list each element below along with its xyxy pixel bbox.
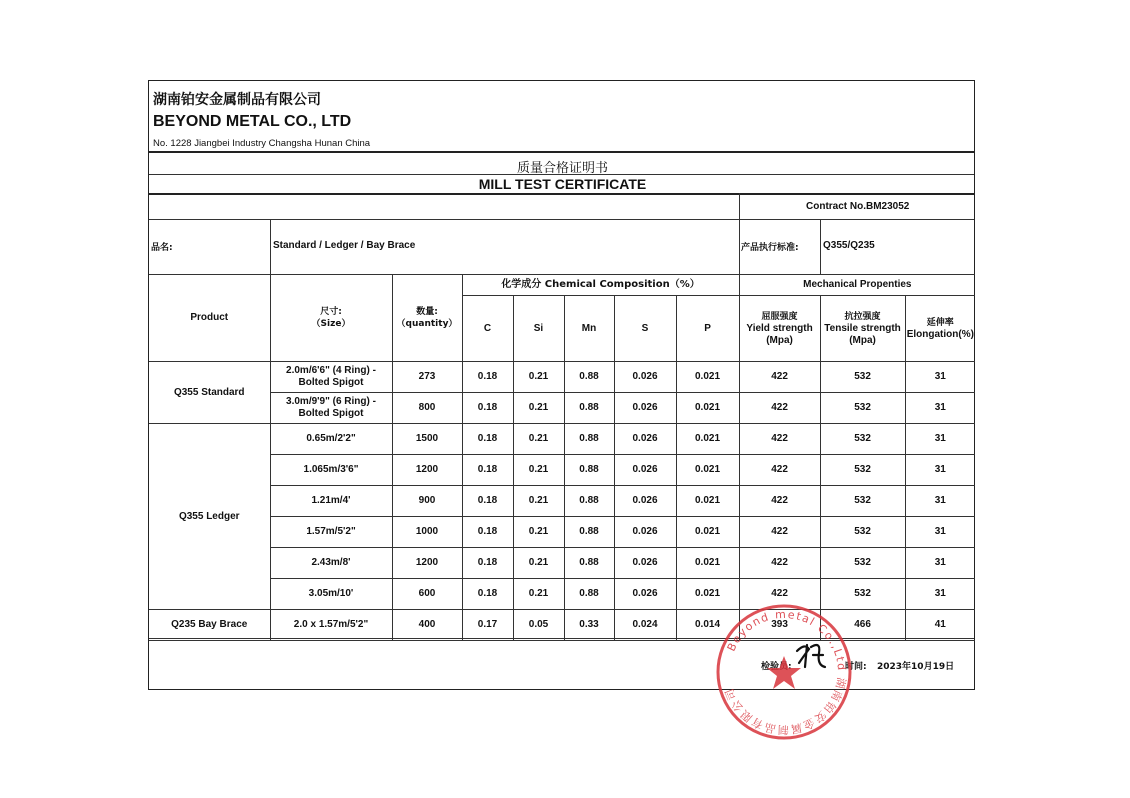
inspector-label: 检验员: bbox=[761, 662, 792, 672]
size-cell bbox=[270, 362, 392, 393]
tensile-cell: 466 bbox=[820, 610, 905, 641]
header-mechanical-properties: Mechanical Propenties bbox=[739, 275, 975, 296]
s-cell: 0.026 bbox=[614, 548, 676, 579]
test-results-table bbox=[149, 274, 975, 641]
yield-cell: 393 bbox=[739, 610, 820, 641]
product-name-value: Standard / Ledger / Bay Brace bbox=[273, 240, 416, 251]
divider bbox=[820, 219, 821, 274]
quantity-cell: 273 bbox=[392, 362, 462, 393]
mn-cell: 0.88 bbox=[564, 455, 614, 486]
tensile-cell: 532 bbox=[820, 517, 905, 548]
size-line: 2.0m/6'6" (4 Ring) - bbox=[286, 365, 376, 376]
company-address: No. 1228 Jiangbei Industry Changsha Hunan China bbox=[153, 138, 371, 149]
tensile-cell: 532 bbox=[820, 455, 905, 486]
header-yield: 屈服强度 Yield strength (Mpa) bbox=[739, 296, 820, 362]
tensile-cell: 532 bbox=[820, 548, 905, 579]
s-cell: 0.026 bbox=[614, 517, 676, 548]
size-cell bbox=[270, 455, 392, 486]
si-cell: 0.21 bbox=[513, 548, 564, 579]
yield-cell: 422 bbox=[739, 362, 820, 393]
c-cell: 0.18 bbox=[462, 579, 513, 610]
size-cell bbox=[270, 548, 392, 579]
header-c: C bbox=[462, 296, 513, 362]
c-cell: 0.18 bbox=[462, 548, 513, 579]
s-cell: 0.026 bbox=[614, 455, 676, 486]
size-line: Bolted Spigot bbox=[298, 377, 364, 388]
table-header-row bbox=[149, 275, 975, 296]
tensile-cell: 532 bbox=[820, 424, 905, 455]
mn-cell: 0.88 bbox=[564, 424, 614, 455]
p-cell: 0.021 bbox=[676, 424, 739, 455]
c-cell: 0.17 bbox=[462, 610, 513, 641]
size-line: Bolted Spigot bbox=[298, 408, 364, 419]
quantity-cell: 900 bbox=[392, 486, 462, 517]
table-row bbox=[149, 517, 975, 548]
size-line: 3.05m/10' bbox=[308, 588, 354, 599]
product-name-label: 品名: bbox=[151, 243, 173, 253]
header-elongation: 延伸率 Elongation(%) bbox=[905, 296, 975, 362]
product-cell: Q235 Bay Brace bbox=[149, 610, 270, 641]
header-p: P bbox=[676, 296, 739, 362]
elong-cell: 31 bbox=[905, 424, 975, 455]
header-quantity: 数量: （quantity） bbox=[392, 275, 462, 362]
date-label: 时间: bbox=[845, 662, 867, 672]
elong-cell: 31 bbox=[905, 362, 975, 393]
c-cell: 0.18 bbox=[462, 424, 513, 455]
c-cell: 0.18 bbox=[462, 486, 513, 517]
elong-cell: 41 bbox=[905, 610, 975, 641]
mn-cell: 0.33 bbox=[564, 610, 614, 641]
yield-cell: 422 bbox=[739, 424, 820, 455]
si-cell: 0.21 bbox=[513, 486, 564, 517]
c-cell: 0.18 bbox=[462, 393, 513, 424]
table-row bbox=[149, 362, 975, 393]
tensile-cell: 532 bbox=[820, 362, 905, 393]
certificate-title-cn: 质量合格证明书 bbox=[516, 161, 608, 176]
size-cell bbox=[270, 579, 392, 610]
quantity-cell: 400 bbox=[392, 610, 462, 641]
table-row bbox=[149, 393, 975, 424]
company-name-cn: 湖南铂安金属制品有限公司 bbox=[153, 92, 321, 108]
divider bbox=[739, 219, 740, 274]
standard-value: Q355/Q235 bbox=[823, 240, 875, 251]
contract-number: Contract No.BM23052 bbox=[806, 201, 910, 212]
si-cell: 0.21 bbox=[513, 455, 564, 486]
quantity-cell: 1200 bbox=[392, 455, 462, 486]
p-cell: 0.014 bbox=[676, 610, 739, 641]
size-cell bbox=[270, 517, 392, 548]
c-cell: 0.18 bbox=[462, 362, 513, 393]
product-cell: Q355 Ledger bbox=[149, 424, 270, 610]
company-seal-stamp bbox=[714, 602, 854, 742]
size-line: 0.65m/2'2" bbox=[306, 433, 356, 444]
p-cell: 0.021 bbox=[676, 517, 739, 548]
si-cell: 0.21 bbox=[513, 424, 564, 455]
table-row bbox=[149, 486, 975, 517]
divider bbox=[149, 151, 974, 153]
certificate-sheet bbox=[148, 80, 975, 690]
size-cell bbox=[270, 610, 392, 641]
size-cell bbox=[270, 393, 392, 424]
elong-cell: 31 bbox=[905, 455, 975, 486]
header-mn: Mn bbox=[564, 296, 614, 362]
c-cell: 0.18 bbox=[462, 455, 513, 486]
stamp-text: Beyond metal Co.,Ltd 湖南铂安金属制品有限公司 bbox=[722, 607, 849, 737]
size-cell bbox=[270, 424, 392, 455]
mn-cell: 0.88 bbox=[564, 393, 614, 424]
product-cell: Q355 Standard bbox=[149, 362, 270, 424]
yield-cell: 422 bbox=[739, 486, 820, 517]
company-name-en: BEYOND METAL CO., LTD bbox=[153, 113, 352, 130]
yield-cell: 422 bbox=[739, 517, 820, 548]
p-cell: 0.021 bbox=[676, 393, 739, 424]
s-cell: 0.026 bbox=[614, 393, 676, 424]
yield-cell: 422 bbox=[739, 393, 820, 424]
size-line: 2.0 x 1.57m/5'2" bbox=[293, 619, 369, 630]
size-line: 1.21m/4' bbox=[311, 495, 351, 506]
tensile-cell: 532 bbox=[820, 579, 905, 610]
si-cell: 0.21 bbox=[513, 393, 564, 424]
s-cell: 0.026 bbox=[614, 362, 676, 393]
mn-cell: 0.88 bbox=[564, 362, 614, 393]
mn-cell: 0.88 bbox=[564, 517, 614, 548]
s-cell: 0.026 bbox=[614, 486, 676, 517]
table-row bbox=[149, 424, 975, 455]
quantity-cell: 800 bbox=[392, 393, 462, 424]
elong-cell: 31 bbox=[905, 579, 975, 610]
divider bbox=[739, 193, 740, 219]
header-tensile: 抗拉强度 Tensile strength (Mpa) bbox=[820, 296, 905, 362]
header-product: Product bbox=[149, 275, 270, 362]
si-cell: 0.21 bbox=[513, 362, 564, 393]
yield-cell: 422 bbox=[739, 579, 820, 610]
certificate-title-en: MILL TEST CERTIFICATE bbox=[478, 176, 647, 192]
header-chemical-composition: 化学成分 Chemical Composition（%） bbox=[462, 275, 739, 296]
header-si: Si bbox=[513, 296, 564, 362]
c-cell: 0.18 bbox=[462, 517, 513, 548]
size-cell bbox=[270, 486, 392, 517]
mn-cell: 0.88 bbox=[564, 579, 614, 610]
divider bbox=[270, 219, 271, 274]
s-cell: 0.026 bbox=[614, 579, 676, 610]
table-row bbox=[149, 548, 975, 579]
quantity-cell: 1000 bbox=[392, 517, 462, 548]
header-size: 尺寸: （Size） bbox=[270, 275, 392, 362]
yield-cell: 422 bbox=[739, 455, 820, 486]
header-s: S bbox=[614, 296, 676, 362]
si-cell: 0.05 bbox=[513, 610, 564, 641]
elong-cell: 31 bbox=[905, 517, 975, 548]
size-line: 3.0m/9'9" (6 Ring) - bbox=[286, 396, 376, 407]
p-cell: 0.021 bbox=[676, 579, 739, 610]
divider bbox=[149, 174, 974, 175]
divider bbox=[149, 193, 974, 195]
s-cell: 0.026 bbox=[614, 424, 676, 455]
yield-cell: 422 bbox=[739, 548, 820, 579]
size-line: 1.065m/3'6" bbox=[303, 464, 359, 475]
table-row bbox=[149, 455, 975, 486]
p-cell: 0.021 bbox=[676, 455, 739, 486]
elong-cell: 31 bbox=[905, 486, 975, 517]
s-cell: 0.024 bbox=[614, 610, 676, 641]
mn-cell: 0.88 bbox=[564, 548, 614, 579]
elong-cell: 31 bbox=[905, 548, 975, 579]
si-cell: 0.21 bbox=[513, 579, 564, 610]
size-line: 1.57m/5'2" bbox=[306, 526, 356, 537]
date-value: 2023年10月19日 bbox=[877, 662, 955, 672]
mn-cell: 0.88 bbox=[564, 486, 614, 517]
p-cell: 0.021 bbox=[676, 486, 739, 517]
quantity-cell: 1200 bbox=[392, 548, 462, 579]
p-cell: 0.021 bbox=[676, 362, 739, 393]
p-cell: 0.021 bbox=[676, 548, 739, 579]
quantity-cell: 1500 bbox=[392, 424, 462, 455]
tensile-cell: 532 bbox=[820, 486, 905, 517]
quantity-cell: 600 bbox=[392, 579, 462, 610]
divider bbox=[149, 219, 974, 220]
elong-cell: 31 bbox=[905, 393, 975, 424]
si-cell: 0.21 bbox=[513, 517, 564, 548]
size-line: 2.43m/8' bbox=[311, 557, 351, 568]
standard-label: 产品执行标准: bbox=[741, 243, 799, 253]
tensile-cell: 532 bbox=[820, 393, 905, 424]
